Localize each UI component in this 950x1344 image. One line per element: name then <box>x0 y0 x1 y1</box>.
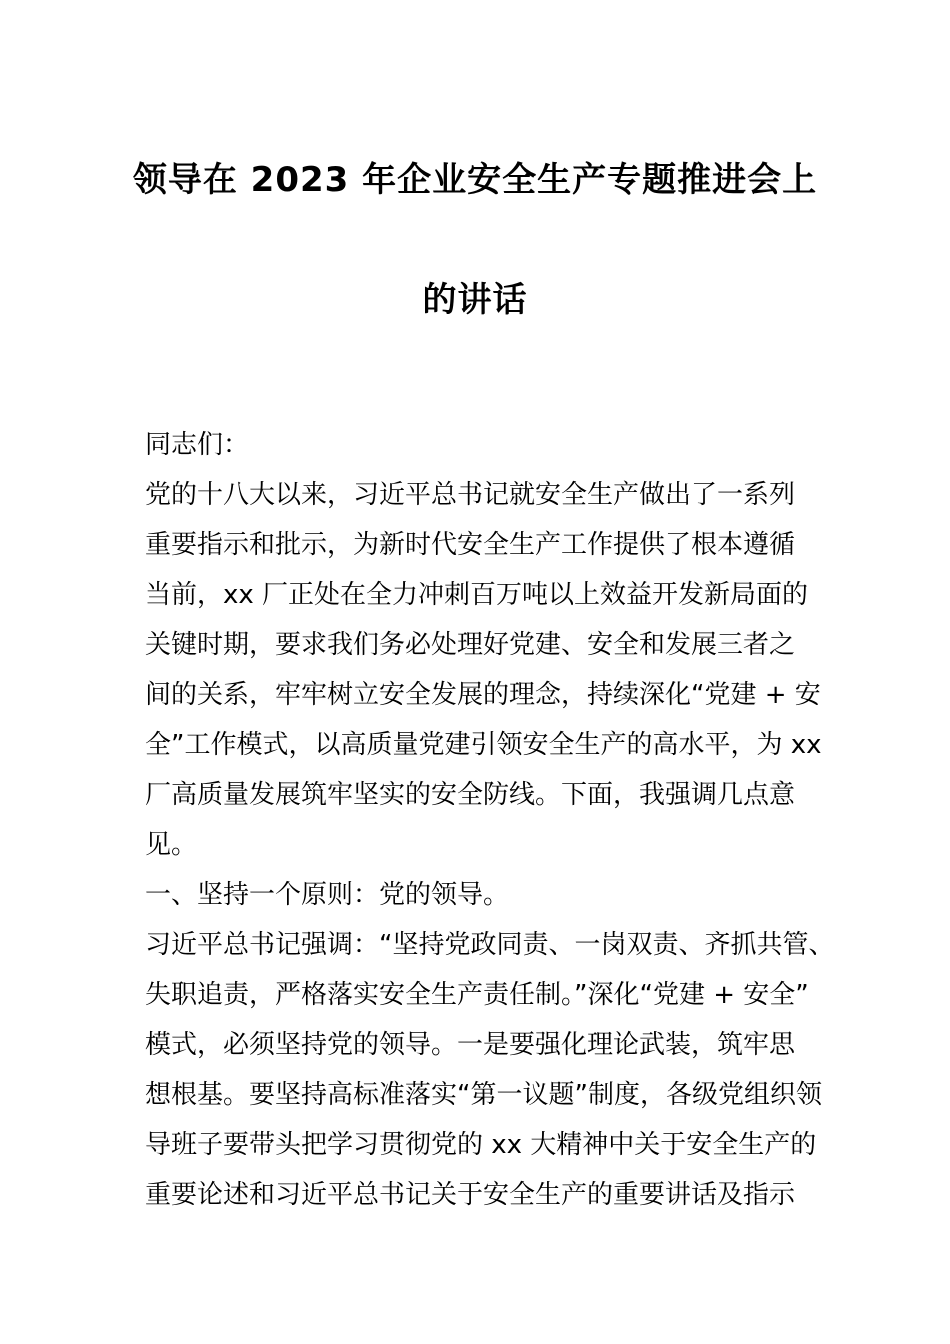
body-line: 间的关系，牢牢树立安全发展的理念，持续深化“党建 + 安 <box>145 680 821 710</box>
body-line: 重要指示和批示，为新时代安全生产工作提供了根本遵循 <box>145 530 796 560</box>
body-line: 导班子要带头把学习贯彻党的 xx 大精神中关于安全生产的 <box>145 1130 817 1160</box>
document-body <box>145 420 835 1220</box>
body-line: 关键时期，要求我们务必处理好党建、安全和发展三者之 <box>145 630 796 660</box>
salutation: 同志们： <box>145 430 250 460</box>
body-line: 党的十八大以来，习近平总书记就安全生产做出了一系列 <box>145 480 796 510</box>
body-line: 重要论述和习近平总书记关于安全生产的重要讲话及指示 <box>145 1180 796 1210</box>
body-line: 当前，xx 厂正处在全力冲刺百万吨以上效益开发新局面的 <box>145 580 809 610</box>
body-line: 厂高质量发展筑牢坚实的安全防线。下面，我强调几点意 <box>145 780 796 810</box>
body-line: 想根基。要坚持高标准落实“第一议题”制度，各级党组织领 <box>145 1080 822 1110</box>
document-title-line-1: 领导在 2023 年企业安全生产专题推进会上 <box>132 160 818 200</box>
section-heading: 一、坚持一个原则：党的领导。 <box>145 880 510 910</box>
body-line: 模式，必须坚持党的领导。一是要强化理论武装，筑牢思 <box>145 1030 796 1060</box>
document-title-line-2: 的讲话 <box>422 280 528 320</box>
body-line: 见。 <box>145 830 198 860</box>
body-line: 习近平总书记强调：“坚持党政同责、一岗双责、齐抓共管、 <box>145 930 835 960</box>
body-line: 失职追责，严格落实安全生产责任制。”深化“党建 + 安全” <box>145 980 809 1010</box>
body-line: 全”工作模式，以高质量党建引领安全生产的高水平，为 xx <box>145 730 822 760</box>
